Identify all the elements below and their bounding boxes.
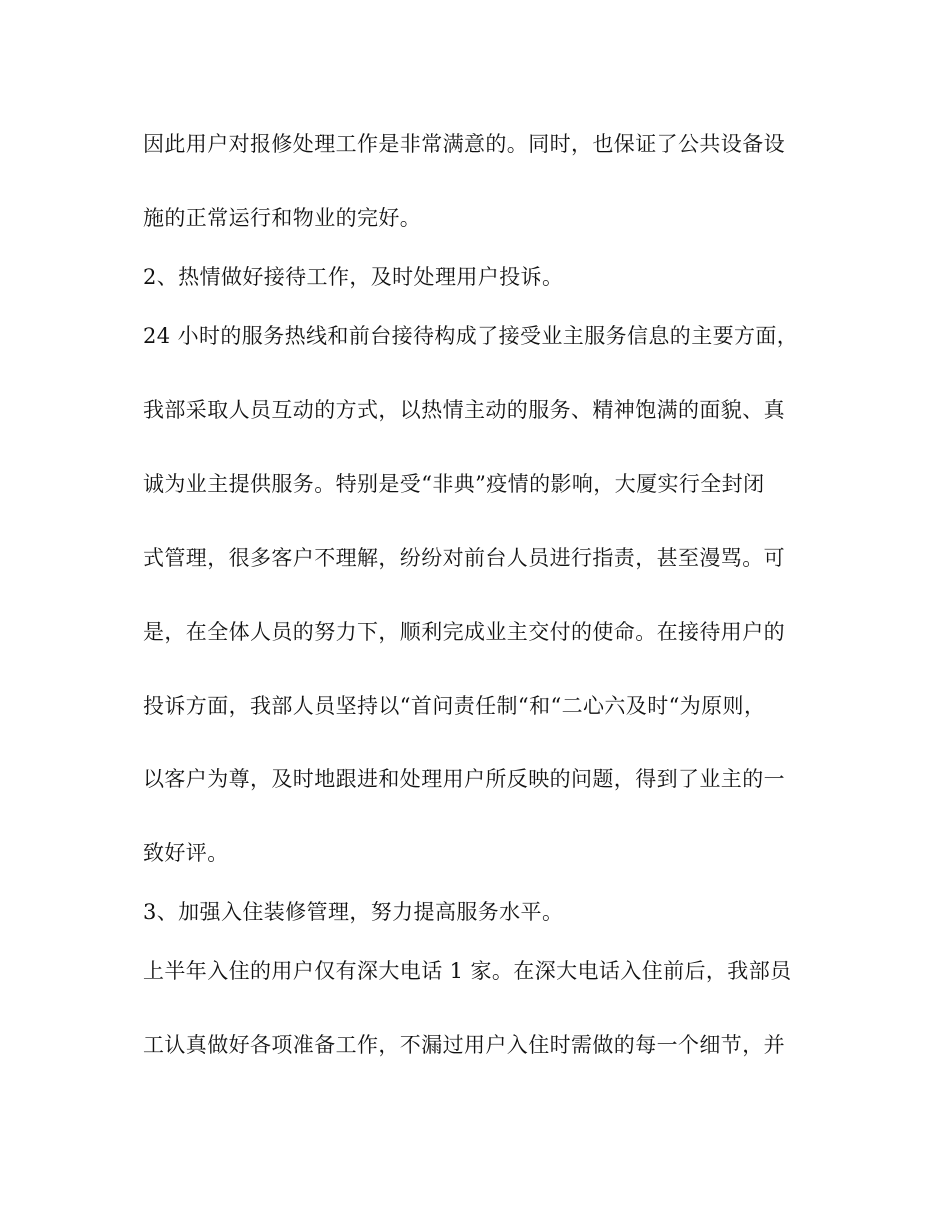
paragraph-line: 投诉方面，我部人员坚持以“首问责任制“和“二心六及时“为原则， [143,694,766,718]
paragraph-line: 工认真做好各项准备工作，不漏过用户入住时需做的每一个细节，并 [143,1033,785,1057]
section-heading: 2、热情做好接待工作，及时处理用户投诉。 [143,265,564,289]
paragraph-line: 24 小时的服务热线和前台接待构成了接受业主服务信息的主要方面， [143,324,799,348]
paragraph-line: 诚为业主提供服务。特别是受“非典”疫情的影响，大厦实行全封闭 [143,472,765,496]
paragraph-line: 是，在全体人员的努力下，顺利完成业主交付的使命。在接待用户的 [143,620,785,644]
paragraph-line: 式管理，很多客户不理解，纷纷对前台人员进行指责，甚至漫骂。可 [143,546,785,570]
paragraph-line: 以客户为尊，及时地跟进和处理用户所反映的问题，得到了业主的一 [143,767,785,791]
paragraph-line: 因此用户对报修处理工作是非常满意的。同时，也保证了公共设备设 [143,132,785,156]
section-heading: 3、加强入住装修管理，努力提高服务水平。 [143,900,564,924]
paragraph-line: 施的正常运行和物业的完好。 [143,206,422,230]
paragraph-line: 我部采取人员互动的方式，以热情主动的服务、精神饱满的面貌、真 [143,398,785,422]
paragraph-line: 上半年入住的用户仅有深大电话 1 家。在深大电话入住前后，我部员 [143,959,792,983]
paragraph-line: 致好评。 [143,841,229,865]
